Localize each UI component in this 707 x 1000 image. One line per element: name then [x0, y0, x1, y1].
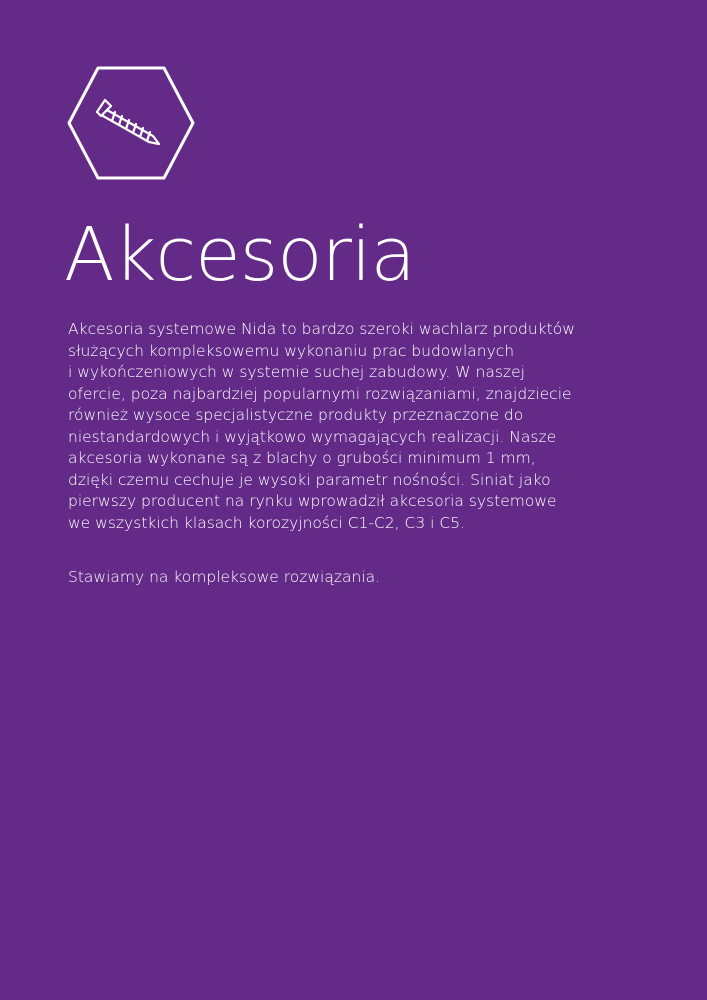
paragraph-line: i wykończeniowych w systemie suchej zabudowy. W naszej	[68, 363, 525, 381]
screw-icon	[67, 66, 195, 180]
tagline: Stawiamy na kompleksowe rozwiązania.	[68, 568, 381, 586]
paragraph-line: akcesoria wykonane są z blachy o grubości minimum 1 mm,	[68, 449, 536, 467]
description-paragraph	[68, 319, 648, 534]
hexagon-badge	[67, 66, 195, 180]
paragraph-line: we wszystkich klasach korozyjności C1-C2, C3 i C5.	[68, 513, 465, 532]
paragraph-line: pierwszy producent na rynku wprowadził akcesoria systemowe	[68, 492, 557, 510]
paragraph-line: dzięki czemu cechuje je wysoki parametr nośności. Siniat jako	[68, 470, 551, 489]
paragraph-line: niestandardowych i wyjątkowo wymagających realizacji. Nasze	[68, 427, 557, 446]
paragraph-line: ofercie, poza najbardziej popularnymi rozwiązaniami, znajdziecie	[68, 384, 572, 403]
page-title: Akcesoria	[64, 212, 415, 298]
paragraph-line: również wysoce specjalistyczne produkty przeznaczone do	[68, 406, 524, 424]
paragraph-line: Akcesoria systemowe Nida to bardzo szeroki wachlarz produktów	[68, 320, 575, 338]
paragraph-line: służących kompleksowemu wykonaniu prac budowlanych	[68, 341, 515, 360]
